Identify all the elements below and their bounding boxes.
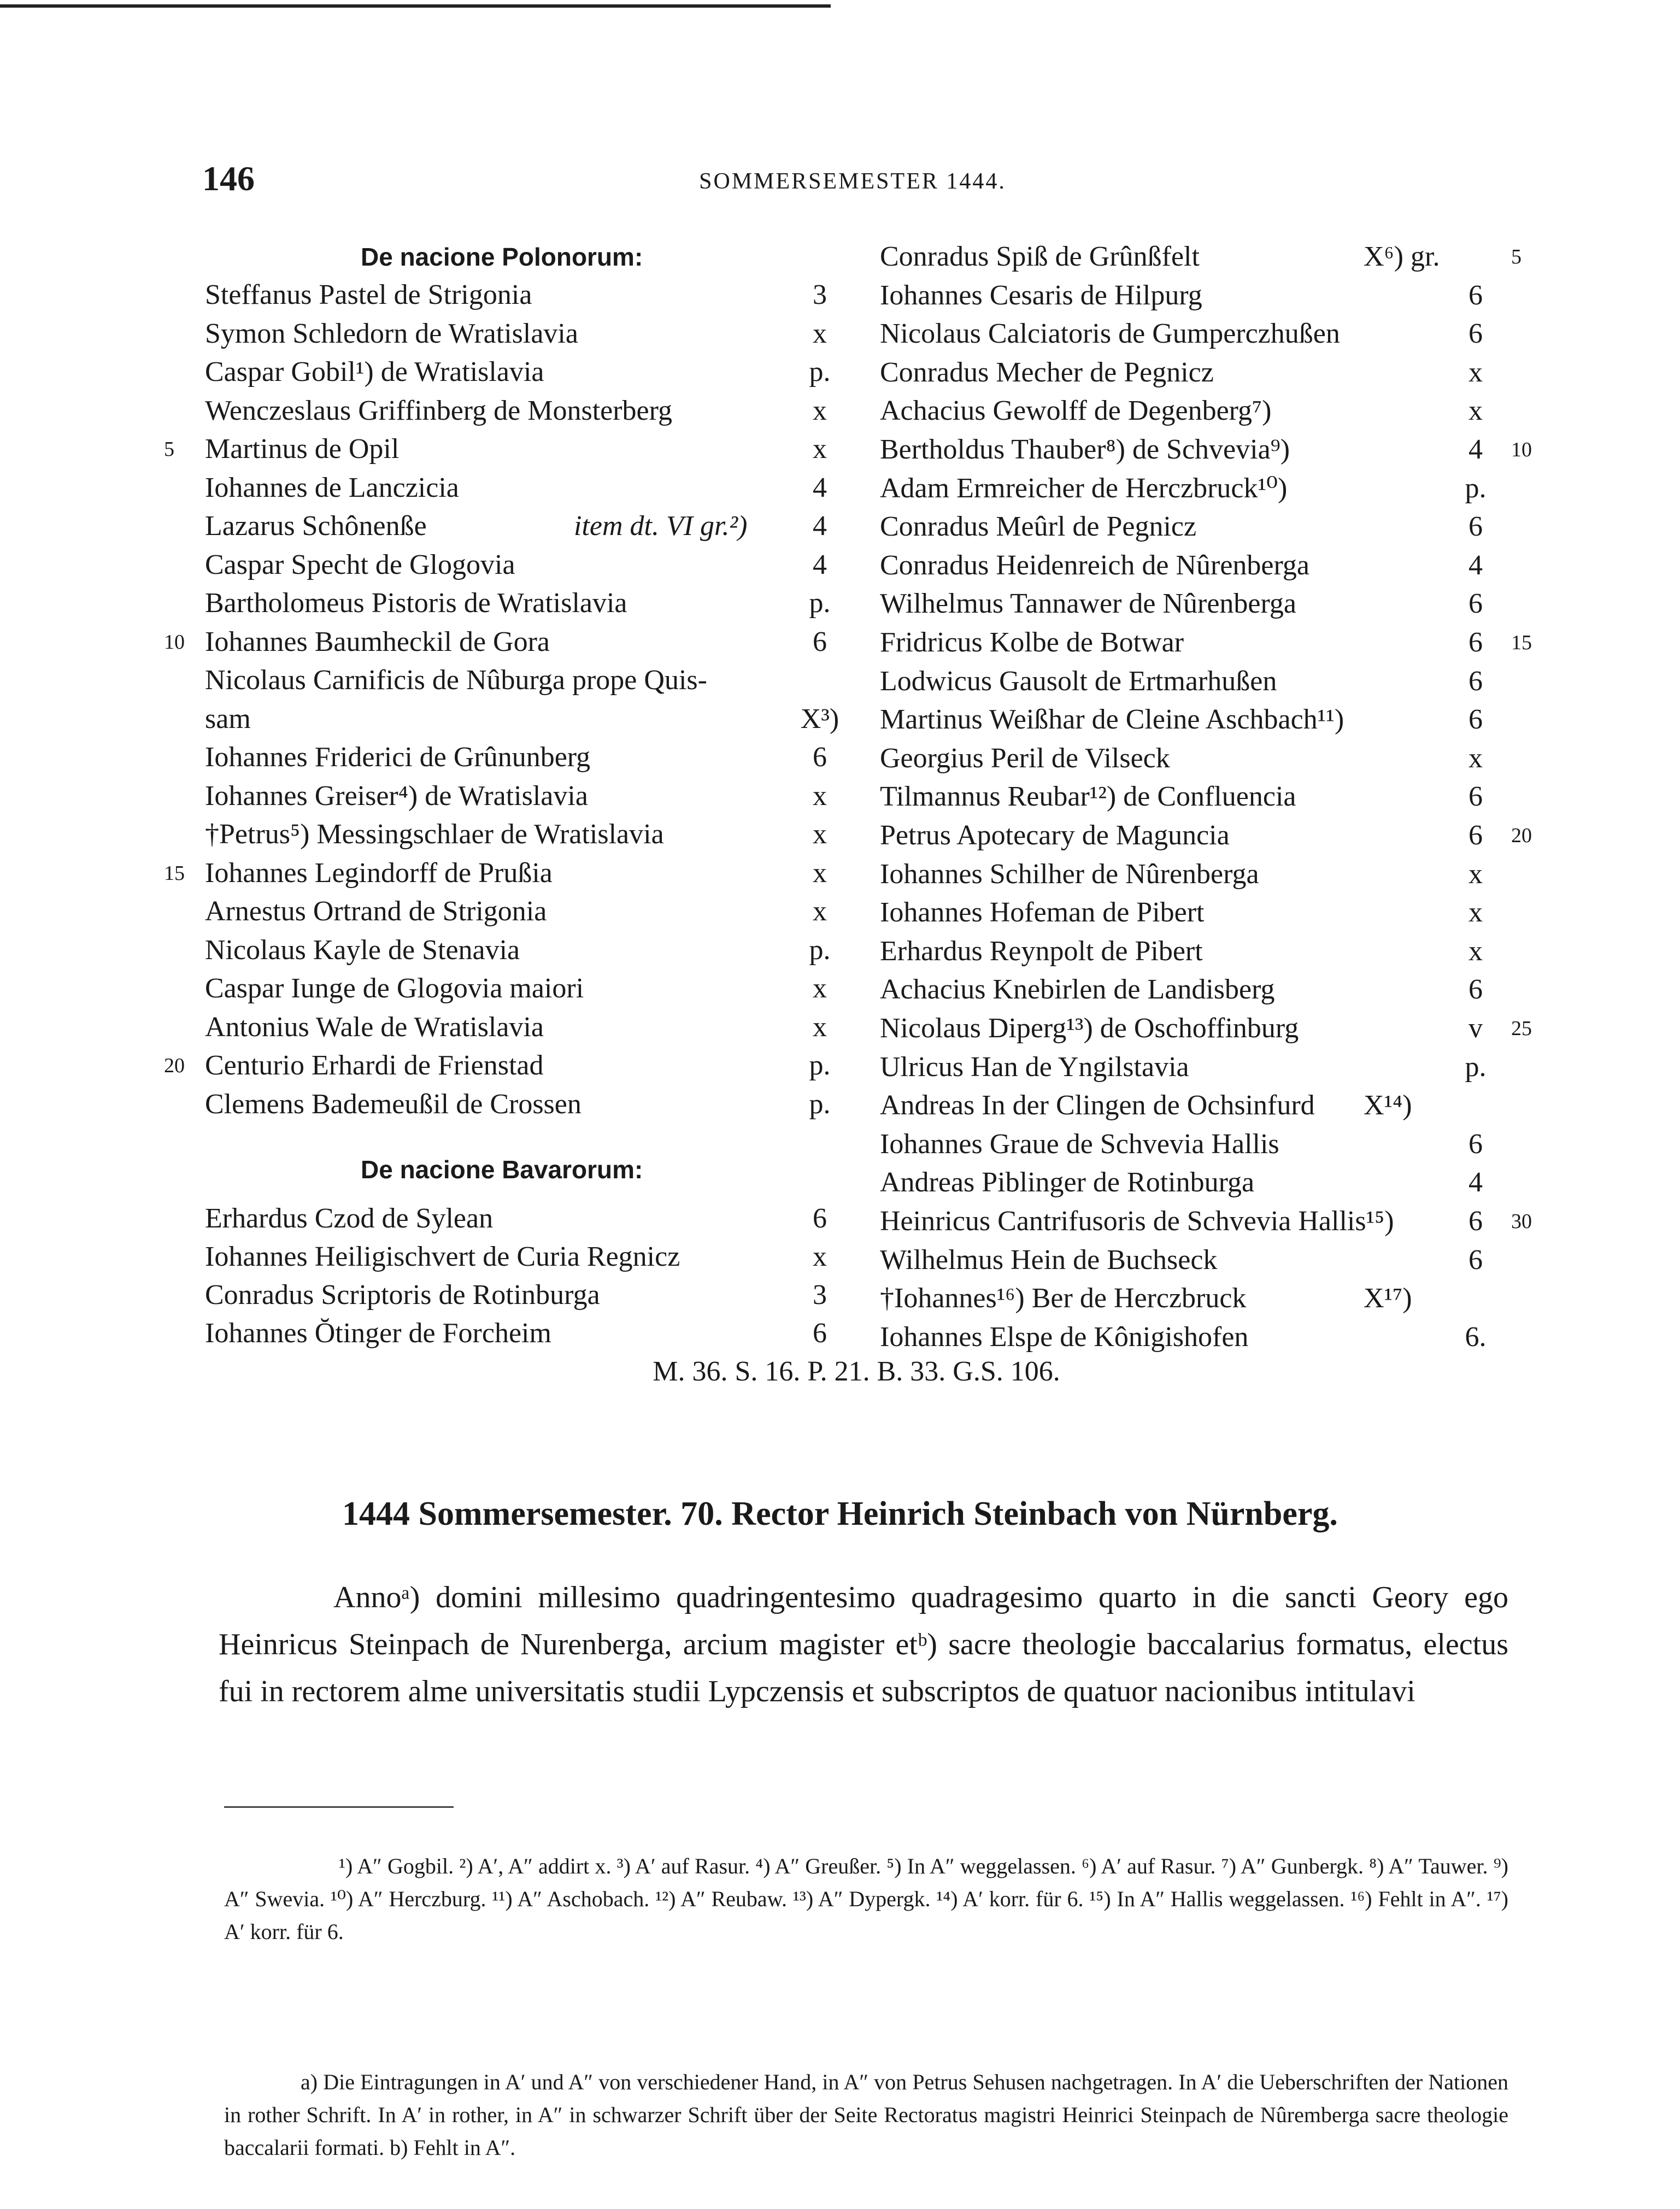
body-text: Annoᵃ) domini millesimo quadringentesimo quadragesimo quarto in die sancti Geory ego Heinricus Steinpach de Nurenberga, arcium magister etᵇ) sacre theologie baccalarius formatus, electus fui in rectorem alme universitatis studii Lypczensis et subscriptos de quatuor nacionibus intitulavi: [219, 1581, 1508, 1708]
entry-name: Iohannes Baumheckil de Gora: [205, 626, 550, 657]
entry-mark: p.: [809, 1050, 831, 1081]
entry-mark: X¹⁴): [1364, 1090, 1412, 1121]
entry-name: Adam Ermreicher de Herczbruck¹⁰): [880, 472, 1288, 504]
entry-mark: 6.: [1465, 1321, 1487, 1353]
entry-name: Iohannes de Lanczicia: [205, 472, 459, 503]
entry-mark: p.: [809, 934, 831, 966]
entry-name: Nicolaus Diperg¹³) de Oschoffinburg: [880, 1013, 1299, 1044]
list-item: [205, 469, 833, 507]
list-item: [164, 854, 833, 892]
entry-name: Caspar Iunge de Glogovia maiori: [205, 973, 584, 1004]
list-item: [205, 815, 833, 854]
entry-mark: p.: [809, 588, 831, 619]
line-number: 5: [1511, 245, 1522, 268]
list-item: [164, 623, 833, 661]
list-item: [205, 315, 833, 353]
entry-name: Martinus de Opil: [205, 433, 400, 465]
line-number: 10: [1511, 438, 1532, 461]
footnotes-lettered: a) Die Eintragungen in A′ und A″ von verschiedener Hand, in A″ von Petrus Sehusen nachgetragen. In A′ die Ueberschriften der Nationen in rother Schrift. In A′ in rother, in A″ in schwarzer Schrift über der Seite Rectoratus magistri Heinrici Steinpach de Nûremberga sacre theologie baccalarii formati. b) Fehlt in A″.: [224, 2070, 1508, 2160]
entry-name: Antonius Wale de Wratislavia: [205, 1011, 544, 1043]
entry-mark: X³): [800, 703, 839, 735]
entry-name: Iohannes Legindorff de Prußia: [205, 857, 553, 889]
list-item: [205, 970, 833, 1008]
entry-mark: 3: [813, 279, 827, 310]
entry-name: Caspar Specht de Glogovia: [205, 549, 515, 580]
entry-mark: 4: [1468, 1167, 1483, 1198]
entry-name: †Petrus⁵) Messingschlaer de Wratislavia: [205, 819, 664, 850]
entry-name: Andreas In der Clingen de Ochsinfurd: [880, 1090, 1315, 1121]
running-title: SOMMERSEMESTER 1444.: [699, 169, 1006, 194]
entry-name: Petrus Apotecary de Maguncia: [880, 820, 1230, 851]
summary-line: M. 36. S. 16. P. 21. B. 33. G.S. 106.: [653, 1356, 1060, 1387]
entry-mark: 6: [1468, 974, 1483, 1006]
entry-mark: x: [813, 1011, 827, 1043]
entry-mark: 4: [813, 549, 827, 580]
list-item: [880, 662, 1514, 701]
entry-mark: x: [1468, 356, 1483, 388]
entry-mark: p.: [1465, 1051, 1487, 1083]
entry-mark: x: [813, 433, 827, 465]
list-item: [205, 1238, 833, 1276]
entry-mark: 6: [1468, 1244, 1483, 1276]
entry-name: Iohannes Heiligischvert de Curia Regnicz: [205, 1241, 680, 1272]
entry-mark: x: [813, 318, 827, 349]
entry-name: Ulricus Han de Yngilstavia: [880, 1051, 1189, 1083]
heading-bavarorum: De nacione Bavarorum:: [361, 1155, 643, 1184]
entry-mark: x: [813, 395, 827, 426]
entry-mark: 6: [1468, 820, 1483, 851]
entry-name: Nicolaus Calciatoris de Gumperczhußen: [880, 318, 1340, 350]
list-item: [164, 430, 833, 468]
entry-mark: 4: [1468, 434, 1483, 465]
line-number: 20: [164, 1054, 185, 1077]
entry-name: Wilhelmus Tannawer de Nûrenberga: [880, 588, 1296, 620]
entry-name: Iohannes Hofeman de Pibert: [880, 897, 1205, 929]
list-item: [205, 738, 833, 777]
entry-mark: 6: [1468, 318, 1483, 350]
list-item: [205, 1200, 833, 1238]
entry-mark: 6: [1468, 665, 1483, 697]
entry-mark: 4: [1468, 549, 1483, 581]
list-item: [880, 547, 1514, 585]
entry-name: Georgius Peril de Vilseck: [880, 742, 1170, 774]
entry-mark: x: [1468, 742, 1483, 774]
entry-name: Erhardus Czod de Sylean: [205, 1203, 494, 1234]
line-number: 25: [1511, 1017, 1532, 1040]
entry-name: Erhardus Reynpolt de Pibert: [880, 935, 1203, 967]
entry-mark: 6: [813, 742, 827, 773]
entry-name: Conradus Mecher de Pegnicz: [880, 356, 1214, 388]
entry-mark: x: [813, 780, 827, 812]
line-number: 20: [1511, 824, 1532, 847]
list-item: [880, 315, 1514, 353]
entry-mark: 6: [1468, 588, 1483, 620]
entry-name: Conradus Scriptoris de Rotinburga: [205, 1279, 600, 1311]
entry-mark: 6: [1468, 1128, 1483, 1160]
line-number: 30: [1511, 1210, 1532, 1233]
list-item: [205, 1276, 833, 1314]
list-item: [880, 469, 1514, 508]
entry-mark: x: [813, 857, 827, 889]
list-item: [205, 892, 833, 931]
entry-mark: 6: [813, 1318, 827, 1349]
entry-mark: x: [1468, 897, 1483, 929]
entry-mark: X⁶) gr.: [1364, 241, 1440, 272]
entry-name: Iohannes Greiser⁴) de Wratislavia: [205, 780, 588, 812]
entry-name: Bartholomeus Pistoris de Wratislavia: [205, 588, 627, 619]
entry-mark: 4: [813, 510, 827, 542]
entry-name: Nicolaus Kayle de Stenavia: [205, 934, 520, 966]
entry-name: Martinus Weißhar de Cleine Aschbach¹¹): [880, 704, 1344, 736]
list-item: [880, 1164, 1514, 1202]
list-item: [880, 354, 1514, 392]
entry-name: Iohannes Elspe de Kônigishofen: [880, 1321, 1249, 1353]
list-item: [205, 392, 833, 430]
list-item: [880, 701, 1514, 739]
entry-name: Andreas Piblinger de Rotinburga: [880, 1167, 1255, 1198]
list-item: [205, 507, 833, 545]
list-item: [880, 1048, 1514, 1086]
entry-name: Centurio Erhardi de Frienstad: [205, 1050, 544, 1081]
entry-name: Iohannes Schilher de Nûrenberga: [880, 858, 1259, 890]
entry-name: Wenczeslaus Griffinberg de Monsterberg: [205, 395, 673, 426]
list-item: [880, 508, 1514, 546]
list-item: [880, 739, 1514, 778]
entry-mark: 6: [813, 626, 827, 657]
entry-name: Conradus Heidenreich de Nûrenberga: [880, 549, 1309, 581]
entry-name: Arnestus Ortrand de Strigonia: [205, 896, 547, 927]
list-item: [880, 1125, 1514, 1164]
list-item: [205, 1085, 833, 1124]
entry-name: Lazarus Schônenße: [205, 510, 427, 542]
list-item: [880, 1318, 1514, 1356]
entry-name: Achacius Knebirlen de Landisberg: [880, 974, 1275, 1006]
footnotes-numbered: ¹) A″ Gogbil. ²) A′, A″ addirt x. ³) A′ auf Rasur. ⁴) A″ Greußer. ⁵) In A″ weggelassen. ⁶) A′ auf Rasur. ⁷) A″ Gunbergk. ⁸) A″ Tauwer. ⁹) A″ Swevia. ¹⁰) A″ Herczburg. ¹¹) A″ Aschobach. ¹²) A″ Reubaw. ¹³) A″ Dypergk. ¹⁴) A′ korr. für 6. ¹⁵) In A″ Hallis weggelassen. ¹⁶) Fehlt in A″. ¹⁷) A′ korr. für 6.: [224, 1854, 1508, 1944]
entry-mark: 6: [1468, 781, 1483, 813]
footnote-rule: [224, 1806, 454, 1808]
list-item: [880, 431, 1532, 469]
entry-mark: 6: [1468, 1206, 1483, 1237]
list-item: [205, 353, 833, 391]
list-item: [205, 1008, 833, 1047]
list-item: [880, 894, 1514, 932]
entry-name: Conradus Spiß de Grûnßfelt: [880, 241, 1200, 272]
entry-name: Conradus Meûrl de Pegnicz: [880, 511, 1197, 543]
entry-mark: x: [813, 896, 827, 927]
list-item: [205, 777, 833, 815]
list-item: [880, 238, 1522, 276]
entry-name: Heinricus Cantrifusoris de Schvevia Hallis¹⁵): [880, 1206, 1394, 1237]
entry-mark: 6: [1468, 704, 1483, 736]
entry-mark: X¹⁷): [1364, 1283, 1412, 1314]
list-item: [880, 971, 1514, 1009]
list-item: [880, 855, 1514, 894]
heading-polonorum: De nacione Polonorum:: [361, 243, 643, 271]
entry-name: Clemens Bademeußil de Crossen: [205, 1088, 581, 1120]
list-item: [205, 931, 833, 970]
entry-mark: x: [813, 1241, 827, 1272]
entry-mark: 6: [1468, 511, 1483, 543]
entry-mark: v: [1468, 1013, 1483, 1044]
line-number: 5: [164, 438, 174, 461]
entry-mark: x: [1468, 935, 1483, 967]
entry-name: Wilhelmus Hein de Buchseck: [880, 1244, 1218, 1276]
list-item: [164, 1047, 833, 1085]
entry-name: Lodwicus Gausolt de Ertmarhußen: [880, 665, 1277, 697]
entry-name: sam: [205, 703, 251, 735]
list-item: [880, 816, 1532, 855]
list-item: [880, 1202, 1532, 1241]
line-number: 15: [164, 861, 185, 885]
entry-name: †Iohannes¹⁶) Ber de Herczbruck: [880, 1283, 1247, 1314]
entry-note: item dt. VI gr.²): [574, 510, 748, 542]
entry-mark: x: [813, 973, 827, 1004]
entry-mark: p.: [809, 1088, 831, 1120]
list-item: [205, 584, 833, 622]
list-item: [880, 778, 1514, 816]
entry-mark: 3: [813, 1279, 827, 1311]
list-item: [880, 1241, 1514, 1279]
entry-name: Iohannes Graue de Schvevia Hallis: [880, 1128, 1279, 1160]
list-item: [205, 276, 833, 314]
entry-name: Steffanus Pastel de Strigonia: [205, 279, 532, 310]
list-item: [205, 700, 839, 738]
list-item: [880, 1279, 1514, 1318]
entry-mark: x: [1468, 858, 1483, 890]
page-number: 146: [202, 159, 255, 198]
entry-mark: 6: [1468, 279, 1483, 311]
list-item: [880, 277, 1514, 315]
entry-mark: 6: [1468, 627, 1483, 658]
entry-name: Fridricus Kolbe de Botwar: [880, 627, 1184, 658]
entry-mark: p.: [1465, 472, 1487, 504]
list-item: [880, 585, 1514, 623]
entry-name: Tilmannus Reubar¹²) de Confluencia: [880, 781, 1296, 813]
list-item: [205, 661, 833, 700]
entry-name: Achacius Gewolff de Degenberg⁷): [880, 395, 1272, 427]
list-item: [880, 392, 1514, 430]
line-number: 15: [1511, 631, 1532, 654]
entry-name: Bertholdus Thauber⁸) de Schvevia⁹): [880, 434, 1290, 465]
entry-mark: 4: [813, 472, 827, 503]
list-item: [880, 1086, 1514, 1125]
entry-name: Symon Schledorn de Wratislavia: [205, 318, 578, 349]
list-item: [880, 932, 1514, 971]
section-title: 1444 Sommersemester. 70. Rector Heinrich Steinbach von Nürnberg.: [342, 1495, 1338, 1532]
list-item: [205, 546, 833, 584]
entry-name: Iohannes Cesaris de Hilpurg: [880, 279, 1202, 311]
entry-name: Nicolaus Carnificis de Nûburga prope Quis-: [205, 665, 707, 696]
list-item: [205, 1314, 833, 1353]
list-item: [880, 1009, 1532, 1048]
entry-name: Caspar Gobil¹) de Wratislavia: [205, 356, 544, 387]
entry-mark: 6: [813, 1203, 827, 1234]
entry-mark: x: [813, 819, 827, 850]
entry-name: Iohannes Friderici de Grûnunberg: [205, 742, 591, 773]
line-number: 10: [164, 630, 185, 654]
list-item: [880, 624, 1532, 662]
entry-mark: p.: [809, 356, 831, 387]
entry-mark: x: [1468, 395, 1483, 427]
entry-name: Iohannes Ŏtinger de Forcheim: [205, 1318, 551, 1349]
